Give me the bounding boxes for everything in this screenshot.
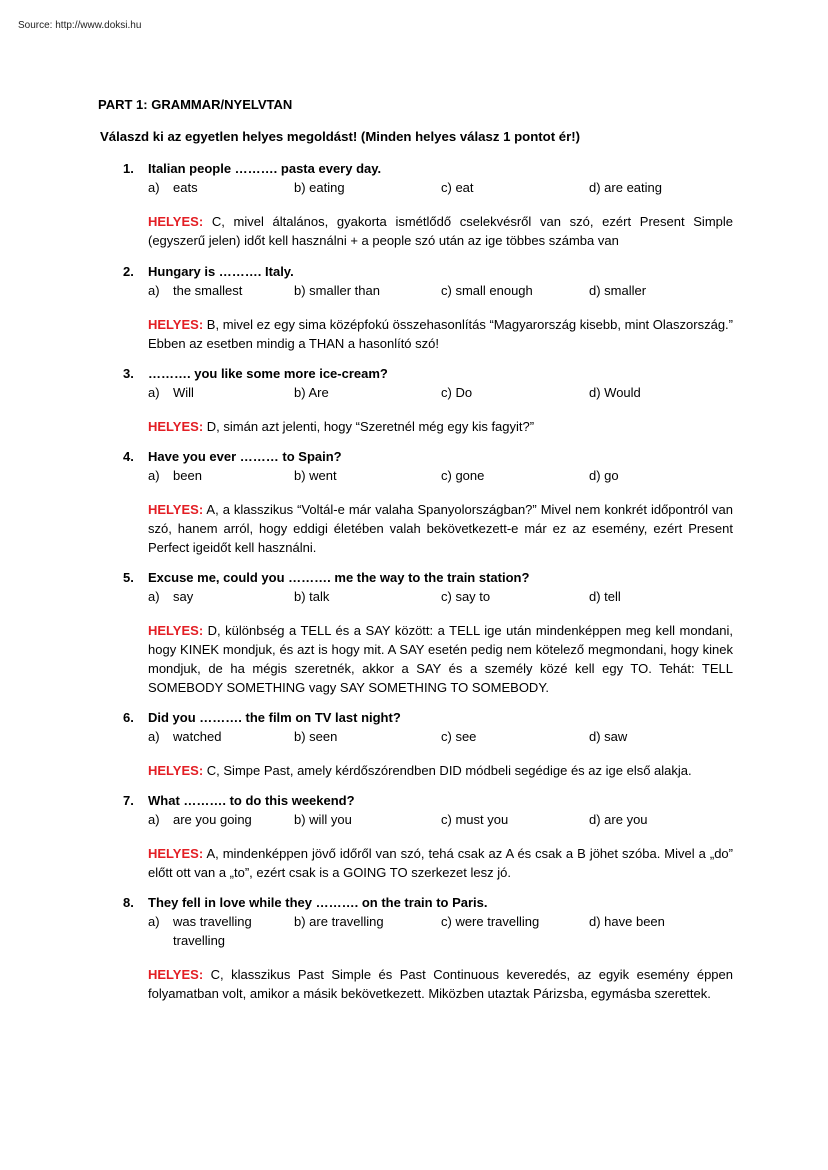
question-number: 6. <box>123 710 134 725</box>
option-d: d) smaller <box>589 283 647 298</box>
answer-explanation <box>148 965 733 1003</box>
question-number: 7. <box>123 793 134 808</box>
option-c: c) must you <box>441 812 509 827</box>
option-c: c) gone <box>441 468 485 483</box>
option-b: b) talk <box>294 589 330 604</box>
question-1 <box>123 161 733 250</box>
question-number: 5. <box>123 570 134 585</box>
question-number: 2. <box>123 264 134 279</box>
answer-label: HELYES: <box>148 214 204 229</box>
question-header <box>123 449 733 468</box>
option-c: c) eat <box>441 180 474 195</box>
option-b: b) Are <box>294 385 329 400</box>
answer-label: HELYES: <box>148 846 204 861</box>
question-6 <box>123 710 733 780</box>
question-header <box>123 161 733 180</box>
question-2 <box>123 264 733 353</box>
option-a: a) say <box>148 589 194 604</box>
answer-explanation <box>148 212 733 250</box>
question-text: Hungary is ………. Italy. <box>148 264 294 279</box>
option-d: d) Would <box>589 385 641 400</box>
question-text: Have you ever ……… to Spain? <box>148 449 342 464</box>
answer-label: HELYES: <box>148 763 204 778</box>
option-b: b) eating <box>294 180 345 195</box>
answer-text: A, mindenképpen jövő időről van szó, tehá csak az A és csak a B jöhet szóba. Mivel a „do” előtt ott van a „to”, ezért csak is a GOING TO szerkezet lesz jó. <box>148 846 733 880</box>
question-5 <box>123 570 733 697</box>
option-c: c) see <box>441 729 477 744</box>
options-row <box>123 914 733 952</box>
answer-label: HELYES: <box>148 623 204 638</box>
answer-text: C, Simpe Past, amely kérdőszórendben DID módbeli segédige és az ige első alakja. <box>203 763 692 778</box>
options-row <box>123 468 733 487</box>
question-text: Italian people ………. pasta every day. <box>148 161 382 176</box>
answer-explanation <box>148 844 733 882</box>
answer-text: D, különbség a TELL és a SAY között: a TELL ige után mindenképpen meg kell mondani, hogy KINEK mondjuk, és azt is hogy mit. A SAY esetén pedig nem kötelező megmondani, hogy kinek mondjuk, de ha mégis szeretnék, akkor a SAY és a személy közé kell egy TO. Tehát: TELL SOMEBODY SOMETHING vagy SAY SOMETHING TO SOMEBODY. <box>148 623 733 695</box>
question-4 <box>123 449 733 557</box>
answer-label: HELYES: <box>148 317 204 332</box>
answer-text: B, mivel ez egy sima középfokú összehasonlítás “Magyarország kisebb, mint Olaszország.” Ebben az esetben mindig a THAN a hasonlító szó! <box>148 317 733 351</box>
options-row <box>123 729 733 748</box>
question-text: What ………. to do this weekend? <box>148 793 355 808</box>
answer-explanation <box>148 500 733 557</box>
option-a: a) the smallest <box>148 283 243 298</box>
option-d: d) are eating <box>589 180 662 195</box>
option-b: b) went <box>294 468 337 483</box>
question-number: 8. <box>123 895 134 910</box>
question-header <box>123 793 733 812</box>
option-b: b) are travelling <box>294 914 384 929</box>
option-a: a) are you going <box>148 812 252 827</box>
question-text: ………. you like some more ice-cream? <box>148 366 388 381</box>
option-c: c) Do <box>441 385 473 400</box>
answer-text: A, a klasszikus “Voltál-e már valaha Spanyolországban?” Mivel nem konkrét időpontról van szó, hanem arról, hogy eddigi életében valah bekövetkezett-e már ez az esemény, ezért Present Perfect igeidőt kell használni. <box>148 502 733 555</box>
question-text: Excuse me, could you ………. me the way to the train station? <box>148 570 530 585</box>
option-c: c) small enough <box>441 283 533 298</box>
question-header <box>123 570 733 589</box>
answer-explanation <box>148 621 733 697</box>
question-3 <box>123 366 733 436</box>
question-7 <box>123 793 733 882</box>
answer-label: HELYES: <box>148 967 204 982</box>
answer-explanation <box>148 761 733 780</box>
options-row <box>123 812 733 831</box>
option-a: a) was travelling <box>148 914 252 929</box>
instruction: Válaszd ki az egyetlen helyes megoldást! (Minden helyes válasz 1 pontot ér!) <box>100 129 581 144</box>
option-a: a) Will <box>148 385 194 400</box>
answer-explanation <box>148 417 733 436</box>
option-c: c) say to <box>441 589 491 604</box>
option-c: c) were travelling <box>441 914 540 929</box>
answer-label: HELYES: <box>148 419 204 434</box>
options-row <box>123 385 733 404</box>
option-d: d) go <box>589 468 619 483</box>
option-d: d) are you <box>589 812 648 827</box>
answer-label: HELYES: <box>148 502 204 517</box>
part-title: PART 1: GRAMMAR/NYELVTAN <box>98 97 293 112</box>
question-list <box>123 161 733 1003</box>
question-header <box>123 366 733 385</box>
answer-explanation <box>148 315 733 353</box>
options-row <box>123 589 733 608</box>
answer-text: C, klasszikus Past Simple és Past Continuous keveredés, az egyik esemény éppen folyamatban volt, amikor a másik bekövetkezett. Miközben utaztak Párizsba, egymásba szerettek. <box>148 967 733 1001</box>
options-row <box>123 180 733 199</box>
question-header <box>123 895 733 914</box>
question-8 <box>123 895 733 1003</box>
option-b: b) smaller than <box>294 283 380 298</box>
option-d: d) tell <box>589 589 621 604</box>
options-row <box>123 283 733 302</box>
option-a: a) eats <box>148 180 198 195</box>
option-a: a) watched <box>148 729 222 744</box>
answer-text: C, mivel általános, gyakorta ismétlődő cselekvésről van szó, ezért Present Simple (egyszerű jelen) időt kell használni + a people szó után az ige többes számba van <box>148 214 733 248</box>
question-number: 1. <box>123 161 134 176</box>
source-url: Source: http://www.doksi.hu <box>18 20 142 31</box>
option-a: a) been <box>148 468 202 483</box>
question-header <box>123 710 733 729</box>
option-d: d) saw <box>589 729 628 744</box>
option-b: b) seen <box>294 729 338 744</box>
question-number: 3. <box>123 366 134 381</box>
question-text: They fell in love while they ………. on the train to Paris. <box>148 895 488 910</box>
option-a-continued: travelling <box>173 933 226 948</box>
question-number: 4. <box>123 449 134 464</box>
answer-text: D, simán azt jelenti, hogy “Szeretnél még egy kis fagyit?” <box>203 419 535 434</box>
question-header <box>123 264 733 283</box>
option-d: d) have been <box>589 914 665 929</box>
option-b: b) will you <box>294 812 352 827</box>
question-text: Did you ………. the film on TV last night? <box>148 710 401 725</box>
